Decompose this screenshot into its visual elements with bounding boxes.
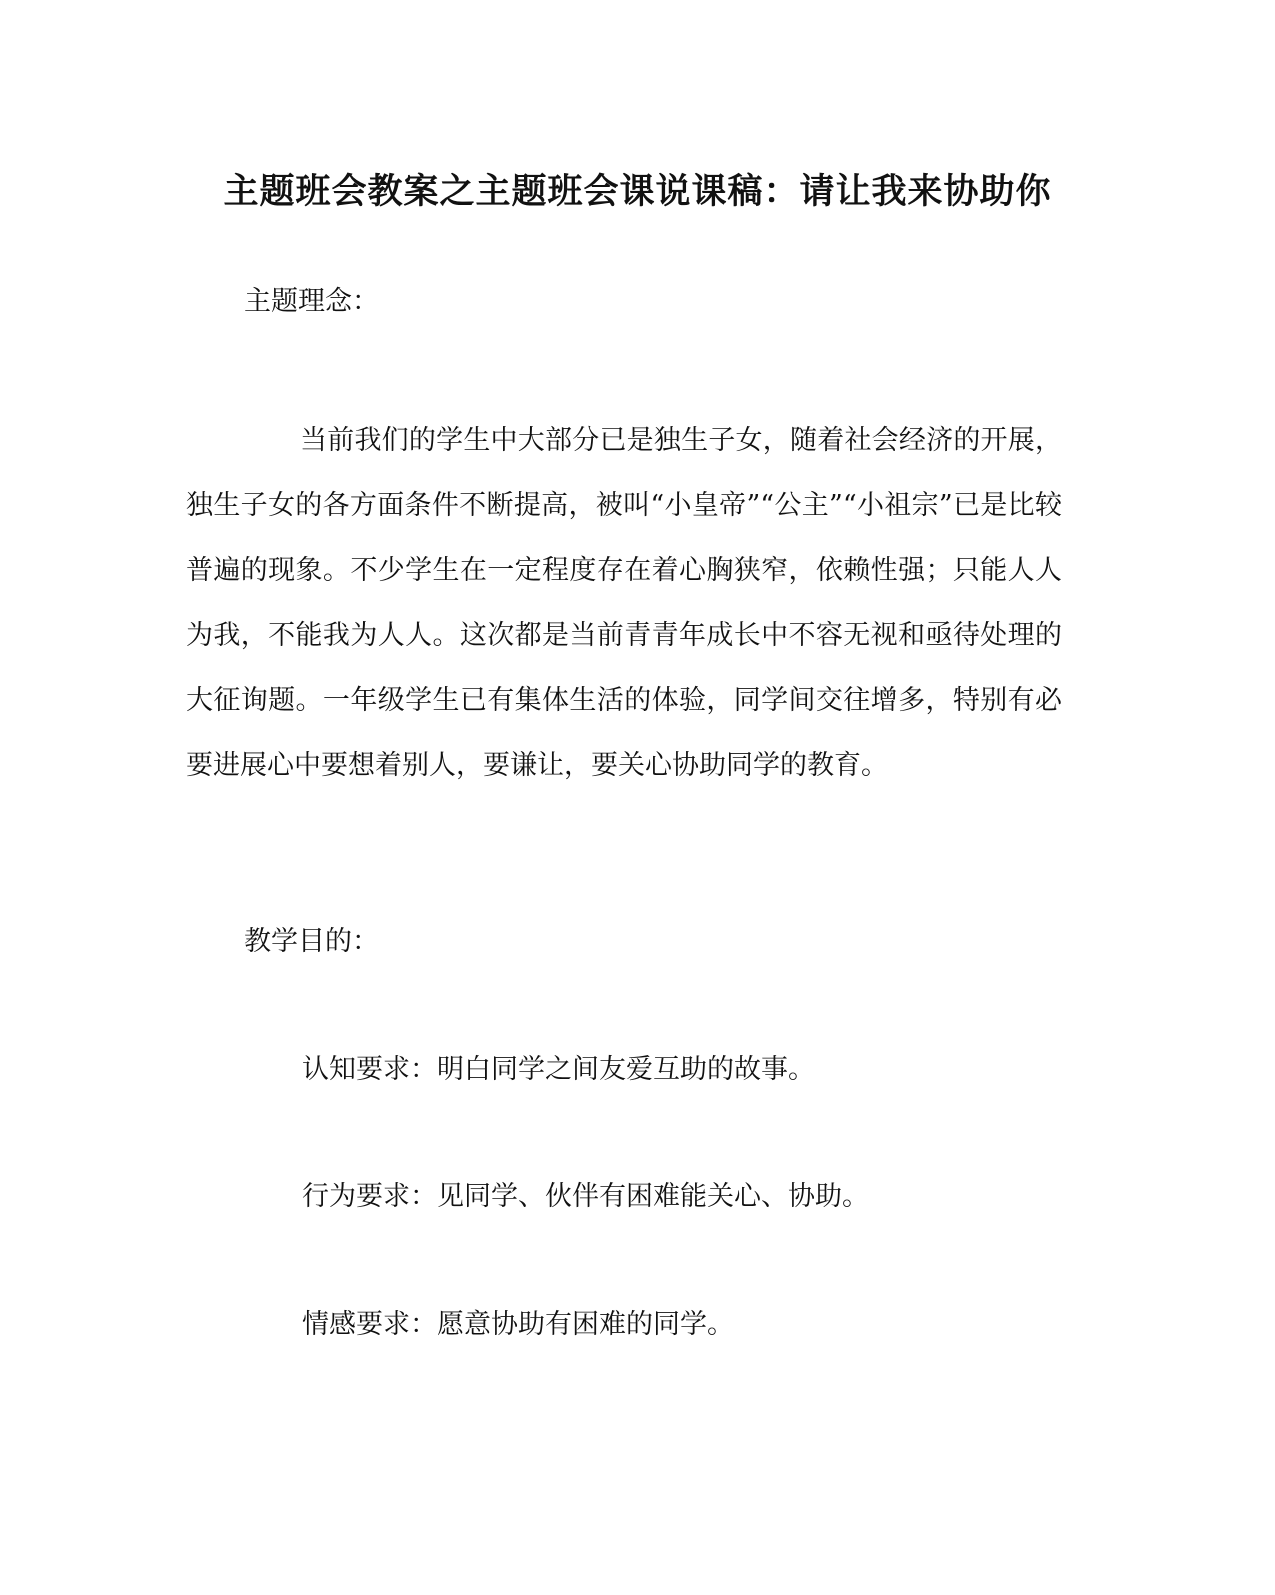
- theme-concept-paragraph: 当前我们的学生中大部分已是独生子女，随着社会经济的开展，独生子女的各方面条件不断提高，被叫“小皇帝”“公主”“小祖宗”已是比较普遍的现象。不少学生在一定程度存在着心胸狭窄，依赖性强；只能人人为我，不能我为人人。这次都是当前青青年成长中不容无视和亟待处理的大征询题。一年级学生已有集体生活的体验，同学间交往增多，特别有必要进展心中要想着别人，要谦让，要关心协助同学的教育。: [186, 425, 1062, 781]
- section-heading-teaching-goals: 教学目的：: [244, 926, 379, 957]
- goal-item-behavior: 行为要求：见同学、伙伴有困难能关心、协助。: [302, 1181, 869, 1212]
- goal-item-cognitive: 认知要求：明白同学之间友爱互助的故事。: [302, 1054, 815, 1085]
- section-heading-theme-concept: 主题理念：: [244, 286, 379, 317]
- document-title: 主题班会教案之主题班会课说课稿：请让我来协助你: [223, 171, 1052, 212]
- goal-item-emotion: 情感要求：愿意协助有困难的同学。: [302, 1309, 734, 1340]
